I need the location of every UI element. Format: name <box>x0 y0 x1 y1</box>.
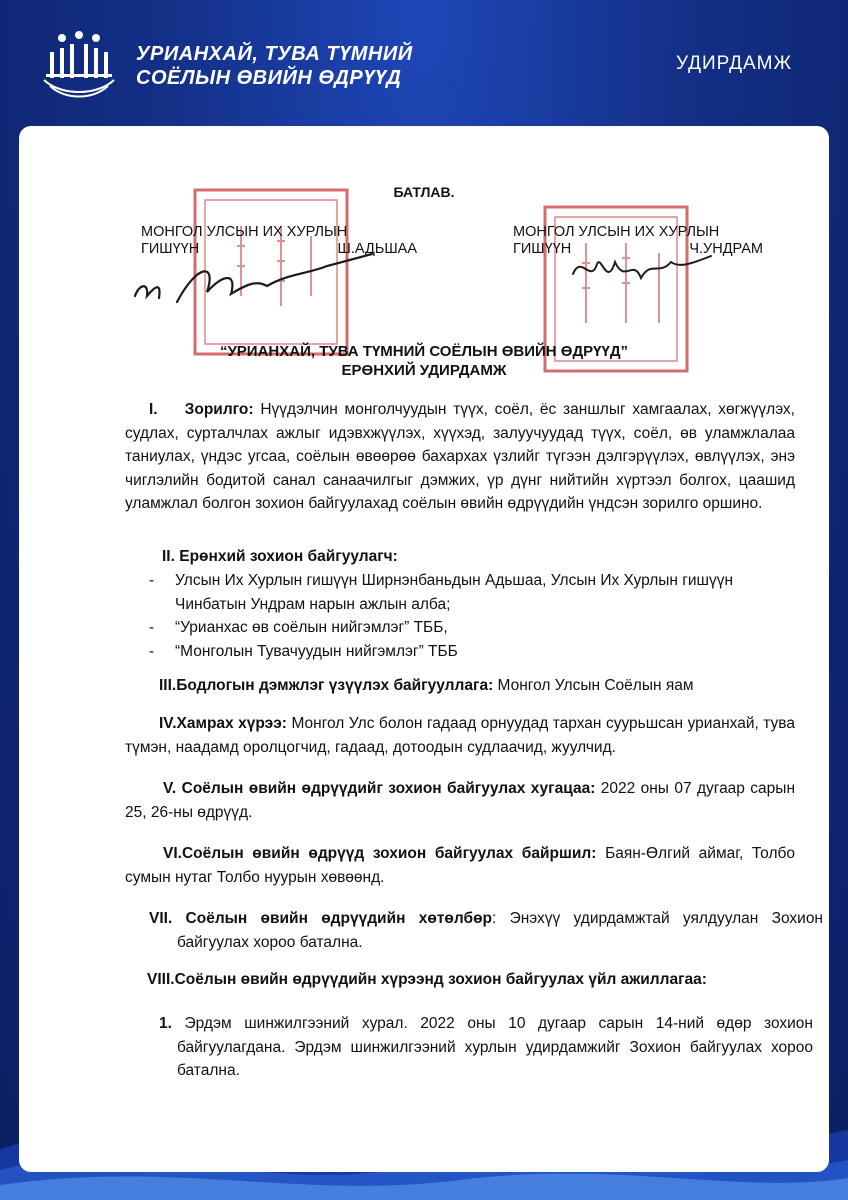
signer-left-role: ГИШҮҮН <box>141 241 200 257</box>
section-7-number: VII. <box>149 910 173 927</box>
section-5-number: V. <box>163 780 177 797</box>
title-line-2: ЕРӨНХИЙ УДИРДАМЖ <box>341 362 507 379</box>
list-item: - “Урианхас өв соёлын нийгэмлэг” ТББ, <box>149 619 448 636</box>
section-5-text: 2022 оны 07 дугаар сарын 25, 26-ны өдрүүд. <box>125 780 795 821</box>
section-2-number: II. <box>162 548 175 565</box>
section-3-number: III. <box>159 677 177 694</box>
signer-right-name: Ч.УНДРАМ <box>689 241 763 257</box>
section-scope <box>125 712 795 759</box>
section-7-text: : Энэхүү удирдамжтай уялдуулан Зохион байгуулах хороо батална. <box>177 910 823 951</box>
section-activities <box>147 968 797 992</box>
section-6-heading: Соёлын өвийн өдрүүд зохион байгуулах байршил: <box>181 845 597 862</box>
section-4-heading: Хамрах хүрээ: <box>176 715 287 732</box>
list-item: - Улсын Их Хурлын гишүүн Ширнэнбаньдын Адьшаа, Улсын Их Хурлын гишүүн Чинбатын Ундрам нарын ажлын алба; <box>149 572 734 613</box>
section-support <box>159 674 799 698</box>
header <box>0 0 848 125</box>
section-4-text: Монгол Улс болон гадаад орнуудад тархан суурьшсан урианхай, тува түмэн, наадамд оролцогчид, гадаад, дотоодын судлаачид, жуулчид. <box>125 715 795 756</box>
activity-1-text: Эрдэм шинжилгээний хурал. 2022 оны 10 дугаар сарын 14-ний өдөр зохион байгуулагдана. Эрдэм шинжилгээний хурлын удирдамжийг Зохион байгуулах хороо батална. <box>177 1015 813 1079</box>
organizer-item-2: “Урианхас өв соёлын нийгэмлэг” ТББ, <box>175 619 448 636</box>
activity-item-1 <box>159 1012 813 1083</box>
section-3-heading: Бодлогын дэмжлэг үзүүлэх байгууллага: <box>176 677 494 694</box>
signature-right <box>567 244 717 304</box>
section-dates <box>125 777 795 824</box>
signer-left-org: МОНГОЛ УЛСЫН ИХ ХУРЛЫН <box>141 224 348 240</box>
activity-1-number: 1. <box>159 1015 172 1032</box>
section-8-heading: Соёлын өвийн өдрүүдийн хүрээнд зохион байгуулах үйл ажиллагаа: <box>174 971 707 988</box>
document-title <box>19 342 829 380</box>
brand-title <box>136 42 413 90</box>
document-page <box>19 126 829 1172</box>
section-1-number: I. <box>149 401 158 418</box>
section-program <box>149 907 823 954</box>
section-1-heading: Зорилго: <box>184 401 254 418</box>
section-organizer-heading <box>162 545 792 569</box>
approval-heading: БАТЛАВ. <box>393 184 455 200</box>
signer-left-name: Ш.АДЬШАА <box>337 241 417 257</box>
section-7-heading: Соёлын өвийн өдрүүдийн хөтөлбөр <box>185 910 493 927</box>
section-8-number: VIII. <box>147 971 175 988</box>
signer-right-org: МОНГОЛ УЛСЫН ИХ ХУРЛЫН <box>513 224 720 240</box>
section-6-text: Баян-Өлгий аймаг, Толбо сумын нутаг Толбо нуурын хөвөөнд. <box>125 845 796 886</box>
list-item: - “Монголын Тувачуудын нийгэмлэг” ТББ <box>149 642 458 660</box>
section-4-number: IV. <box>159 715 177 732</box>
section-6-number: VI. <box>163 845 182 862</box>
section-3-text: Монгол Улсын Соёлын яам <box>493 677 694 694</box>
festival-logo-icon <box>36 30 122 98</box>
organizer-item-3: “Монголын Тувачуудын нийгэмлэг” ТББ <box>175 642 458 660</box>
section-1-text: Нүүдэлчин монголчуудын түүх, соёл, ёс заншлыг хамгаалах, хөгжүүлэх, судлах, сурталчлах ажлыг идэвхжүүлэх, хүүхэд, залуучуудад түүх, соёл, өв уламжлалаа таниулах, үндэс угсаа, соёлын өвөөрөө бахархах үзлийг түгээн дэлгэрүүлэх, өвлүүлэх, энэ чиглэлийн бодитой санал санаачилгыг дэмжих, үр дүнг нийтийн хүртээл болгох, цаашид уламжлал болгон зохион байгуулахад соёлын өвийн өдрүүдийн үндсэн зорилго оршино. <box>125 401 795 512</box>
section-2-heading: Ерөнхий зохион байгуулагч: <box>179 548 398 565</box>
section-location <box>125 842 795 889</box>
brand-line-2: СОЁЛЫН ӨВИЙН ӨДРҮҮД <box>136 67 402 89</box>
brand-line-1: УРИАНХАЙ, ТУВА ТҮМНИЙ <box>136 43 413 65</box>
organizer-item-1: Улсын Их Хурлын гишүүн Ширнэнбаньдын Адьшаа, Улсын Их Хурлын гишүүн Чинбатын Ундрам нарын ажлын алба; <box>175 572 734 613</box>
signer-right-role: ГИШҮҮН <box>513 241 572 257</box>
organizer-list <box>149 569 789 663</box>
section-goal <box>125 398 795 516</box>
signature-left <box>127 244 377 314</box>
section-5-heading: Соёлын өвийн өдрүүдийг зохион байгуулах хугацаа: <box>181 780 596 797</box>
title-line-1: “УРИАНХАЙ, ТУВА ТҮМНИЙ СОЁЛЫН ӨВИЙН ӨДРҮҮД” <box>219 343 629 360</box>
document-type-label: УДИРДАМЖ <box>675 53 792 74</box>
